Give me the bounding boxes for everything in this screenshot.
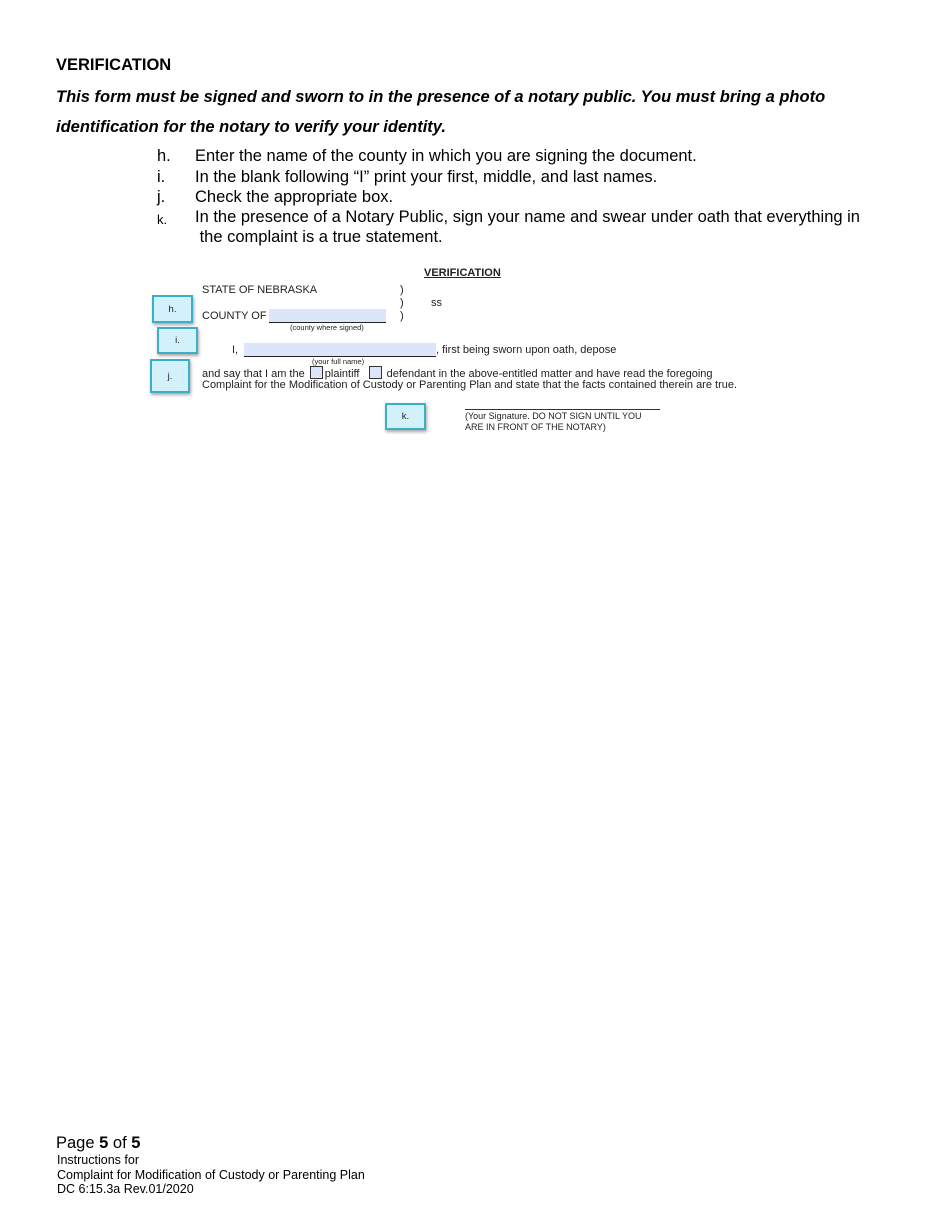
footer-line-2: Complaint for Modification of Custody or Parenting Plan <box>57 1167 365 1182</box>
form-sworn-text: , first being sworn upon oath, depose <box>436 344 617 356</box>
form-name-field <box>244 343 436 357</box>
list-letter: k. <box>157 212 168 227</box>
form-county-field <box>269 309 386 323</box>
plaintiff-label: plaintiff <box>324 368 360 380</box>
form-county-caption: (county where signed) <box>290 323 364 332</box>
list-letter: i. <box>157 168 166 186</box>
plaintiff-checkbox <box>310 366 323 379</box>
form-party-post: defendant in the above-entitled matter and have read the foregoing <box>386 368 713 380</box>
signature-note <box>465 411 642 433</box>
form-name-caption: (your full name) <box>312 357 365 366</box>
list-item-continued <box>0 227 950 247</box>
defendant-checkbox <box>369 366 382 379</box>
page-number: Page 5 of 5 <box>56 1134 141 1152</box>
list-text: the complaint is a true statement. <box>195 228 443 246</box>
list-item <box>0 187 950 207</box>
form-i-label: I, <box>232 344 239 356</box>
list-text: In the presence of a Notary Public, sign your name and swear under oath that everything in <box>195 208 860 226</box>
form-statement-line: Complaint for the Modification of Custody or Parenting Plan and state that the facts contained therein are true. <box>202 379 738 391</box>
section-heading: VERIFICATION <box>56 56 172 74</box>
list-item <box>0 167 950 187</box>
list-text: In the blank following “I” print your first, middle, and last names. <box>195 168 658 186</box>
list-item <box>0 207 950 227</box>
form-county-label: COUNTY OF <box>202 310 267 322</box>
callout-h: h. <box>152 295 193 323</box>
current-page: 5 <box>99 1134 109 1152</box>
footer-line-3: DC 6:15.3a Rev.01/2020 <box>57 1182 194 1196</box>
list-text: Enter the name of the county in which you are signing the document. <box>195 147 697 165</box>
signature-note-line-2: ARE IN FRONT OF THE NOTARY) <box>465 422 606 432</box>
form-state-label: STATE OF NEBRASKA <box>202 284 318 296</box>
list-letter: h. <box>157 147 171 165</box>
form-title: VERIFICATION <box>424 267 501 279</box>
form-paren: ) <box>400 297 404 309</box>
list-item <box>0 146 950 166</box>
callout-k: k. <box>385 403 426 430</box>
footer-line-1: Instructions for <box>57 1153 139 1167</box>
notary-warning: This form must be signed and sworn to in the presence of a notary public. You must bring a photo identification for the notary to verify your identity. <box>56 88 826 136</box>
form-party-line <box>202 366 713 380</box>
form-paren: ) <box>400 284 404 296</box>
footer-info <box>57 1153 457 1197</box>
form-ss: ss <box>431 297 442 309</box>
form-party-pre: and say that I am the <box>202 368 305 380</box>
list-letter: j. <box>157 188 166 206</box>
list-text: Check the appropriate box. <box>195 188 394 206</box>
callout-i: i. <box>157 327 198 354</box>
form-paren: ) <box>400 310 404 322</box>
total-pages: 5 <box>131 1134 141 1152</box>
signature-note-line-1: (Your Signature. DO NOT SIGN UNTIL YOU <box>465 411 642 421</box>
callout-j: j. <box>150 359 190 393</box>
